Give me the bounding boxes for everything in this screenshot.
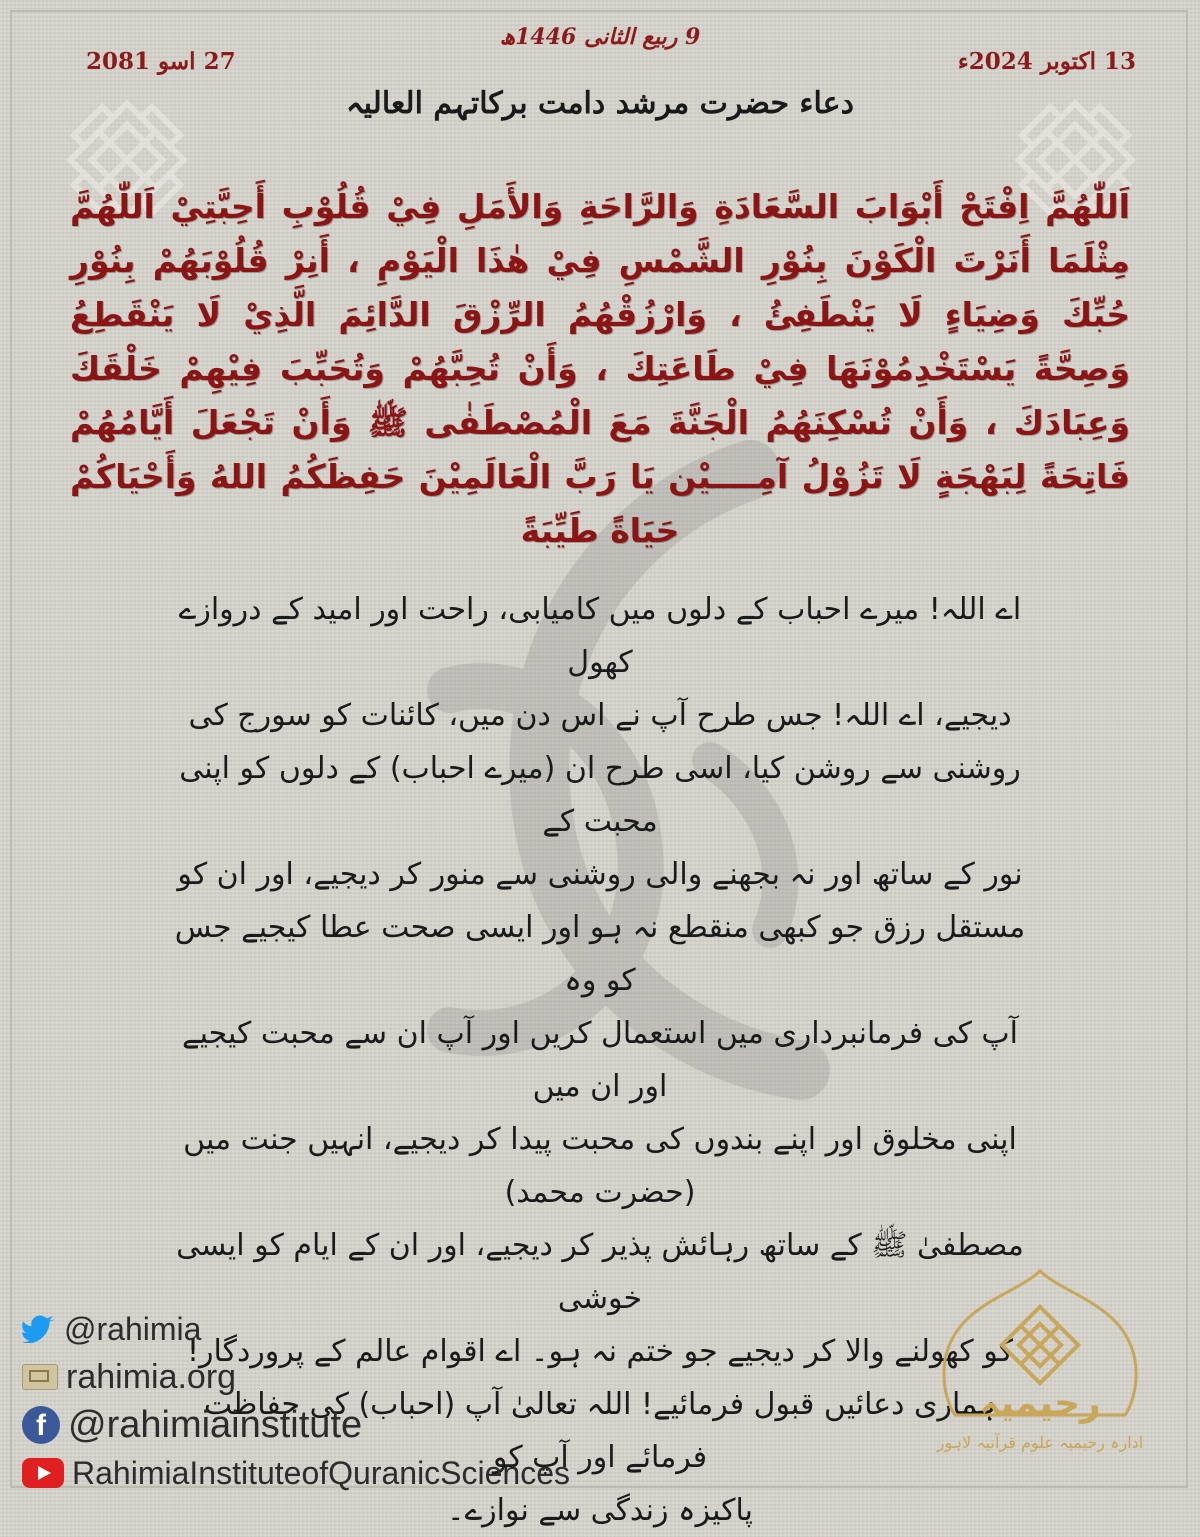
youtube-channel: RahimiaInstituteofQuranicSciences: [72, 1454, 571, 1491]
translation-line: کو کھولنے والا کر دیجیے جو ختم نہ ہو۔ اے اقوام عالم کے پروردگار!: [187, 1334, 1013, 1369]
facebook-icon: f: [22, 1406, 60, 1444]
arabic-dua-text: اَللّٰهُمَّ اِفْتَحْ أَبْوَابَ السَّعَادَةِ وَالرَّاحَةِ وَالأَمَلِ فِيْ قُلُوْبِ أَحِبَّتِيْ اَللّٰهُمَّ مِثْلَمَا أَنَرْتَ الْكَوْنَ بِنُوْرِ الشَّمْسِ فِيْ هٰذَا الْيَوْمِ ، أَنِرْ قُلُوْبَهُمْ بِنُوْرِ حُبِّكَ وَضِيَاءٍ لَا يَنْطَفِئُ ، وَارْزُقْهُمُ الرِّزْقَ الدَّائِمَ الَّذِيْ لَا يَنْقَطِعُ وَصِحَّةً يَسْتَخْدِمُوْنَهَا فِيْ طَاعَتِكَ ، وَأَنْ تُحِبَّهُمْ وَتُحَبِّبَ فِيْهِمْ خَلْقَكَ وَعِبَادَكَ ، وَأَنْ تُسْكِنَهُمُ الْجَنَّةَ مَعَ الْمُصْطَفٰى ﷺ وَأَنْ تَجْعَلَ أَيَّامُهُمْ فَاتِحَةً لِبَهْجَةٍ لَا تَزُوْلُ آمِــــيْن يَا رَبَّ الْعَالَمِيْنَ حَفِظَكُمُ اللهُ وَأَحْيَاكُمْ حَيَاةً طَيِّبَةً: [70, 187, 1130, 550]
translation-line: ہماری دعائیں قبول فرمائیے! اللہ تعالیٰ آپ (احباب) کی حفاظت فرمائے اور آپ کو: [203, 1387, 997, 1475]
social-links: [22, 1305, 722, 1497]
hijri-date: 9 ربیع الثانی 1446ھ: [499, 24, 701, 50]
institute-logo: [915, 1265, 1165, 1485]
bikrami-date: 27 اسو 2081: [86, 48, 236, 75]
translation-line: مصطفیٰ ﷺ کے ساتھ رہائش پذیر کر دیجیے، اور ان کے ایام کو ایسی خوشی: [176, 1228, 1024, 1316]
website-url: rahimia.org: [66, 1357, 237, 1396]
page-title: دعاء حضرت مرشد دامت برکاتہم العالیہ: [346, 86, 854, 121]
youtube-icon: [22, 1458, 64, 1488]
website-link[interactable]: [22, 1353, 722, 1401]
translation-line: نور کے ساتھ اور نہ بجھنے والی روشنی سے منور کر دیجیے، اور ان کو: [177, 857, 1023, 892]
translation-line: اپنی مخلوق اور اپنے بندوں کی محبت پیدا کر دیجیے، انہیں جنت میں (حضرت محمد): [183, 1122, 1017, 1210]
twitter-bird-icon: [22, 1315, 56, 1343]
facebook-link[interactable]: [22, 1401, 722, 1449]
gregorian-date: 13 اکتوبر 2024ء: [957, 48, 1136, 75]
facebook-handle: @rahimiainstitute: [68, 1403, 363, 1446]
logo-name: رحیمیہ: [979, 1383, 1101, 1424]
translation-line: دیجیے، اے اللہ! جس طرح آپ نے اس دن میں، کائنات کو سورج کی: [188, 698, 1012, 733]
website-icon: [22, 1364, 58, 1390]
translation-line: اے اللہ! میرے احباب کے دلوں میں کامیابی، راحت اور امید کے دروازے کھول: [178, 592, 1022, 680]
translation-line: پاکیزہ زندگی سے نوازے۔: [447, 1493, 753, 1528]
twitter-handle: @rahimia: [64, 1310, 202, 1347]
translation-line: آپ کی فرمانبرداری میں استعمال کریں اور آپ ان سے محبت کیجیے اور ان میں: [182, 1016, 1018, 1104]
translation-line: مستقل رزق جو کبھی منقطع نہ ہو اور ایسی صحت عطا کیجیے جس کو وہ: [174, 910, 1026, 998]
header: [0, 20, 1200, 130]
logo-subtitle: ادارہ رحیمیہ علوم قرآنیہ لاہور: [936, 1433, 1144, 1452]
translation-line: روشنی سے روشن کیا، اسی طرح ان (میرے احباب) کے دلوں کو اپنی محبت کے: [179, 751, 1021, 839]
youtube-link[interactable]: [22, 1449, 722, 1497]
twitter-link[interactable]: [22, 1305, 722, 1353]
logo-emblem-icon: [915, 1265, 1165, 1485]
